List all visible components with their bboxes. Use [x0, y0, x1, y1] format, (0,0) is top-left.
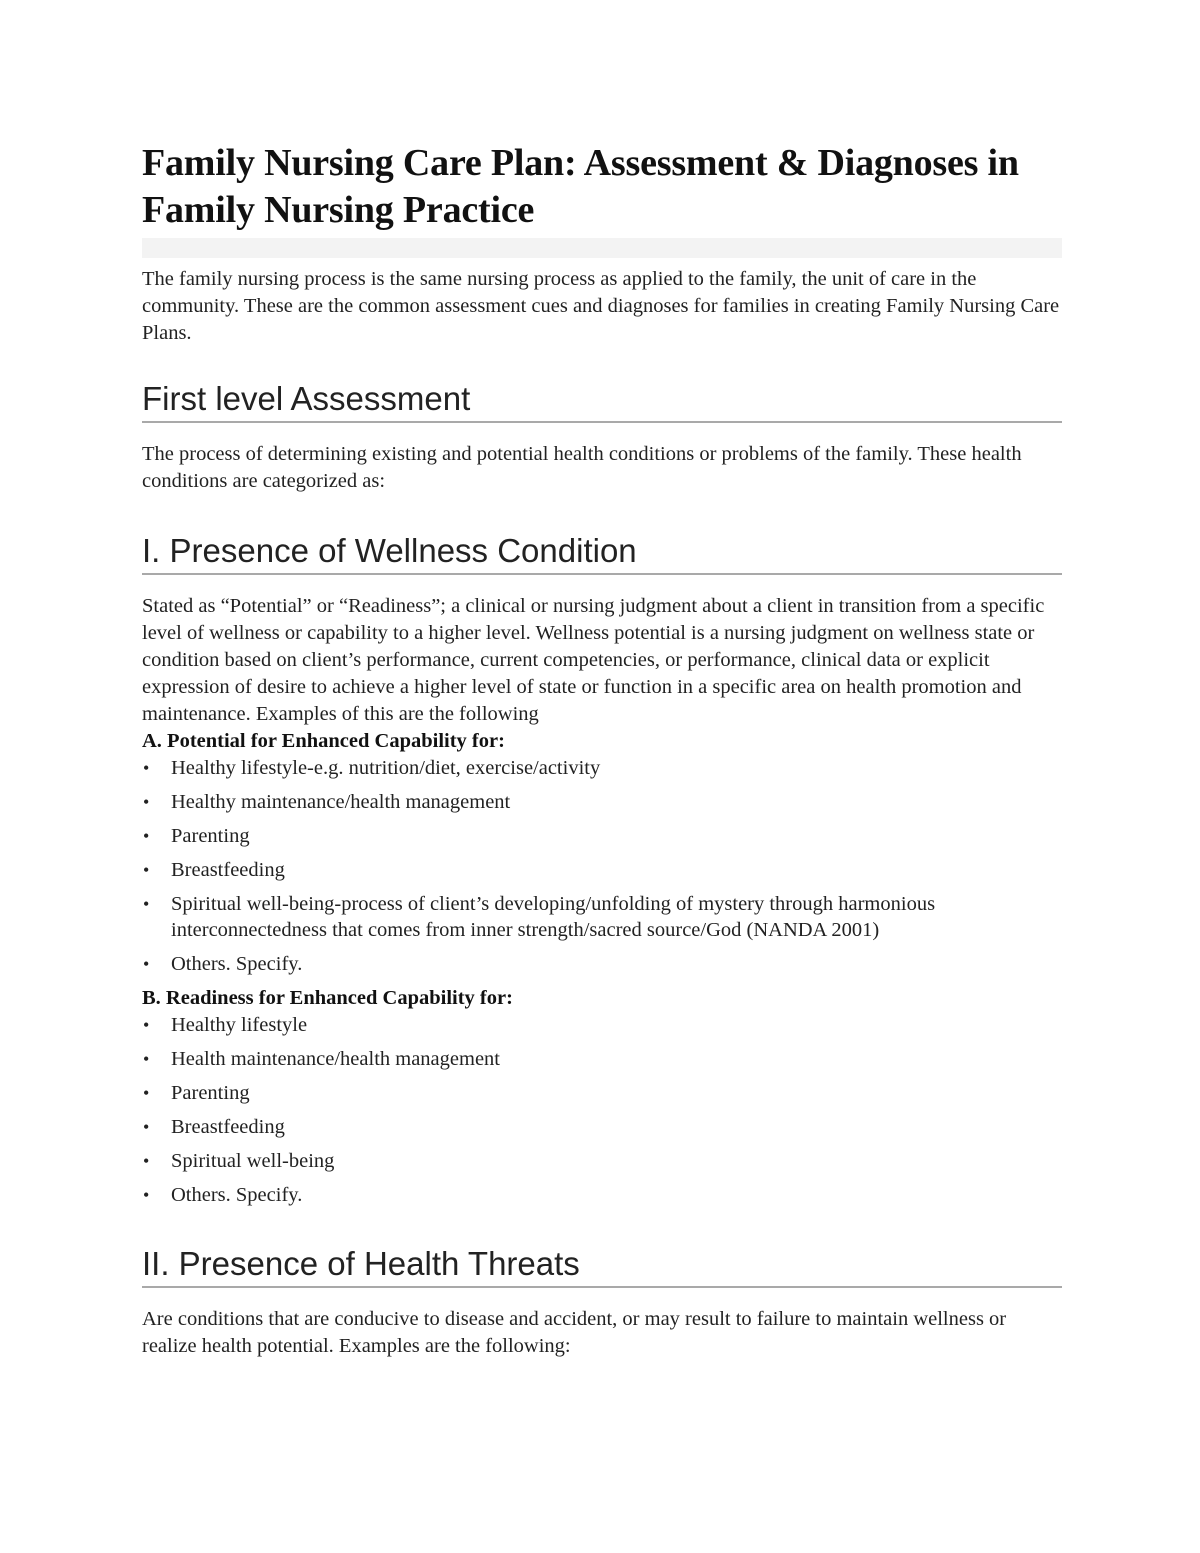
list-item: • Spiritual well-being — [143, 1150, 335, 1172]
health-threats-heading: II. Presence of Health Threats — [142, 1244, 1062, 1288]
health-threats-paragraph: Are conditions that are conducive to disease and accident, or may result to failure to maintain wellness or realize health potential. Examples are the following: — [142, 1308, 1007, 1357]
list-item: • Health maintenance/health management — [143, 1048, 500, 1070]
list-item: • Healthy lifestyle — [143, 1014, 308, 1036]
page-title: Family Nursing Care Plan: Assessment & Diagnoses in Family Nursing Practice — [142, 142, 1019, 231]
potential-list — [142, 755, 1062, 977]
bullet-icon: • — [143, 1117, 150, 1137]
list-item: • Spiritual well-being-process of client’s developing/unfolding of mystery through harmonious interconnectedness that comes from inner strength/sacred source/God (NANDA 2001) — [143, 893, 936, 941]
bullet-icon: • — [143, 954, 150, 974]
list-item: • Others. Specify. — [143, 953, 303, 975]
list-item: • Breastfeeding — [143, 1116, 285, 1138]
wellness-paragraph: Stated as “Potential” or “Readiness”; a clinical or nursing judgment about a client in transition from a specific level of wellness or capability to a higher level. Wellness potential is a nursing judgment on wellness state or condition based on client’s performance, current competencies, or performance, clinical data or explicit expression of desire to achieve a higher level of state or function in a specific area on health promotion and maintenance. Examples of this are the following — [142, 595, 1045, 725]
bullet-icon: • — [143, 792, 150, 812]
potential-subheading: A. Potential for Enhanced Capability for: — [142, 730, 505, 752]
document-page — [142, 140, 1062, 1360]
bullet-icon: • — [143, 1083, 150, 1103]
bullet-icon: • — [143, 758, 150, 778]
bullet-icon: • — [143, 894, 150, 914]
bullet-icon: • — [143, 1015, 150, 1035]
readiness-list — [142, 1012, 1062, 1208]
readiness-subheading: B. Readiness for Enhanced Capability for: — [142, 987, 513, 1009]
list-item: • Healthy lifestyle-e.g. nutrition/diet, exercise/activity — [143, 757, 601, 779]
bullet-icon: • — [143, 826, 150, 846]
intro-paragraph: The family nursing process is the same nursing process as applied to the family, the unit of care in the community. These are the common assessment cues and diagnoses for families in creating Family Nursing Care Plans. — [142, 268, 1060, 344]
list-item: • Others. Specify. — [143, 1184, 303, 1206]
first-level-heading: First level Assessment — [142, 379, 1062, 423]
first-level-paragraph: The process of determining existing and potential health conditions or problems of the family. These health conditions are categorized as: — [142, 443, 1022, 492]
list-item: • Parenting — [143, 825, 250, 847]
bullet-icon: • — [143, 1151, 150, 1171]
list-item: • Parenting — [143, 1082, 250, 1104]
bullet-icon: • — [143, 860, 150, 880]
list-item: • Healthy maintenance/health management — [143, 791, 511, 813]
bullet-icon: • — [143, 1049, 150, 1069]
title-underline-band — [142, 238, 1062, 258]
list-item: • Breastfeeding — [143, 859, 285, 881]
bullet-icon: • — [143, 1185, 150, 1205]
wellness-heading: I. Presence of Wellness Condition — [142, 531, 1062, 575]
